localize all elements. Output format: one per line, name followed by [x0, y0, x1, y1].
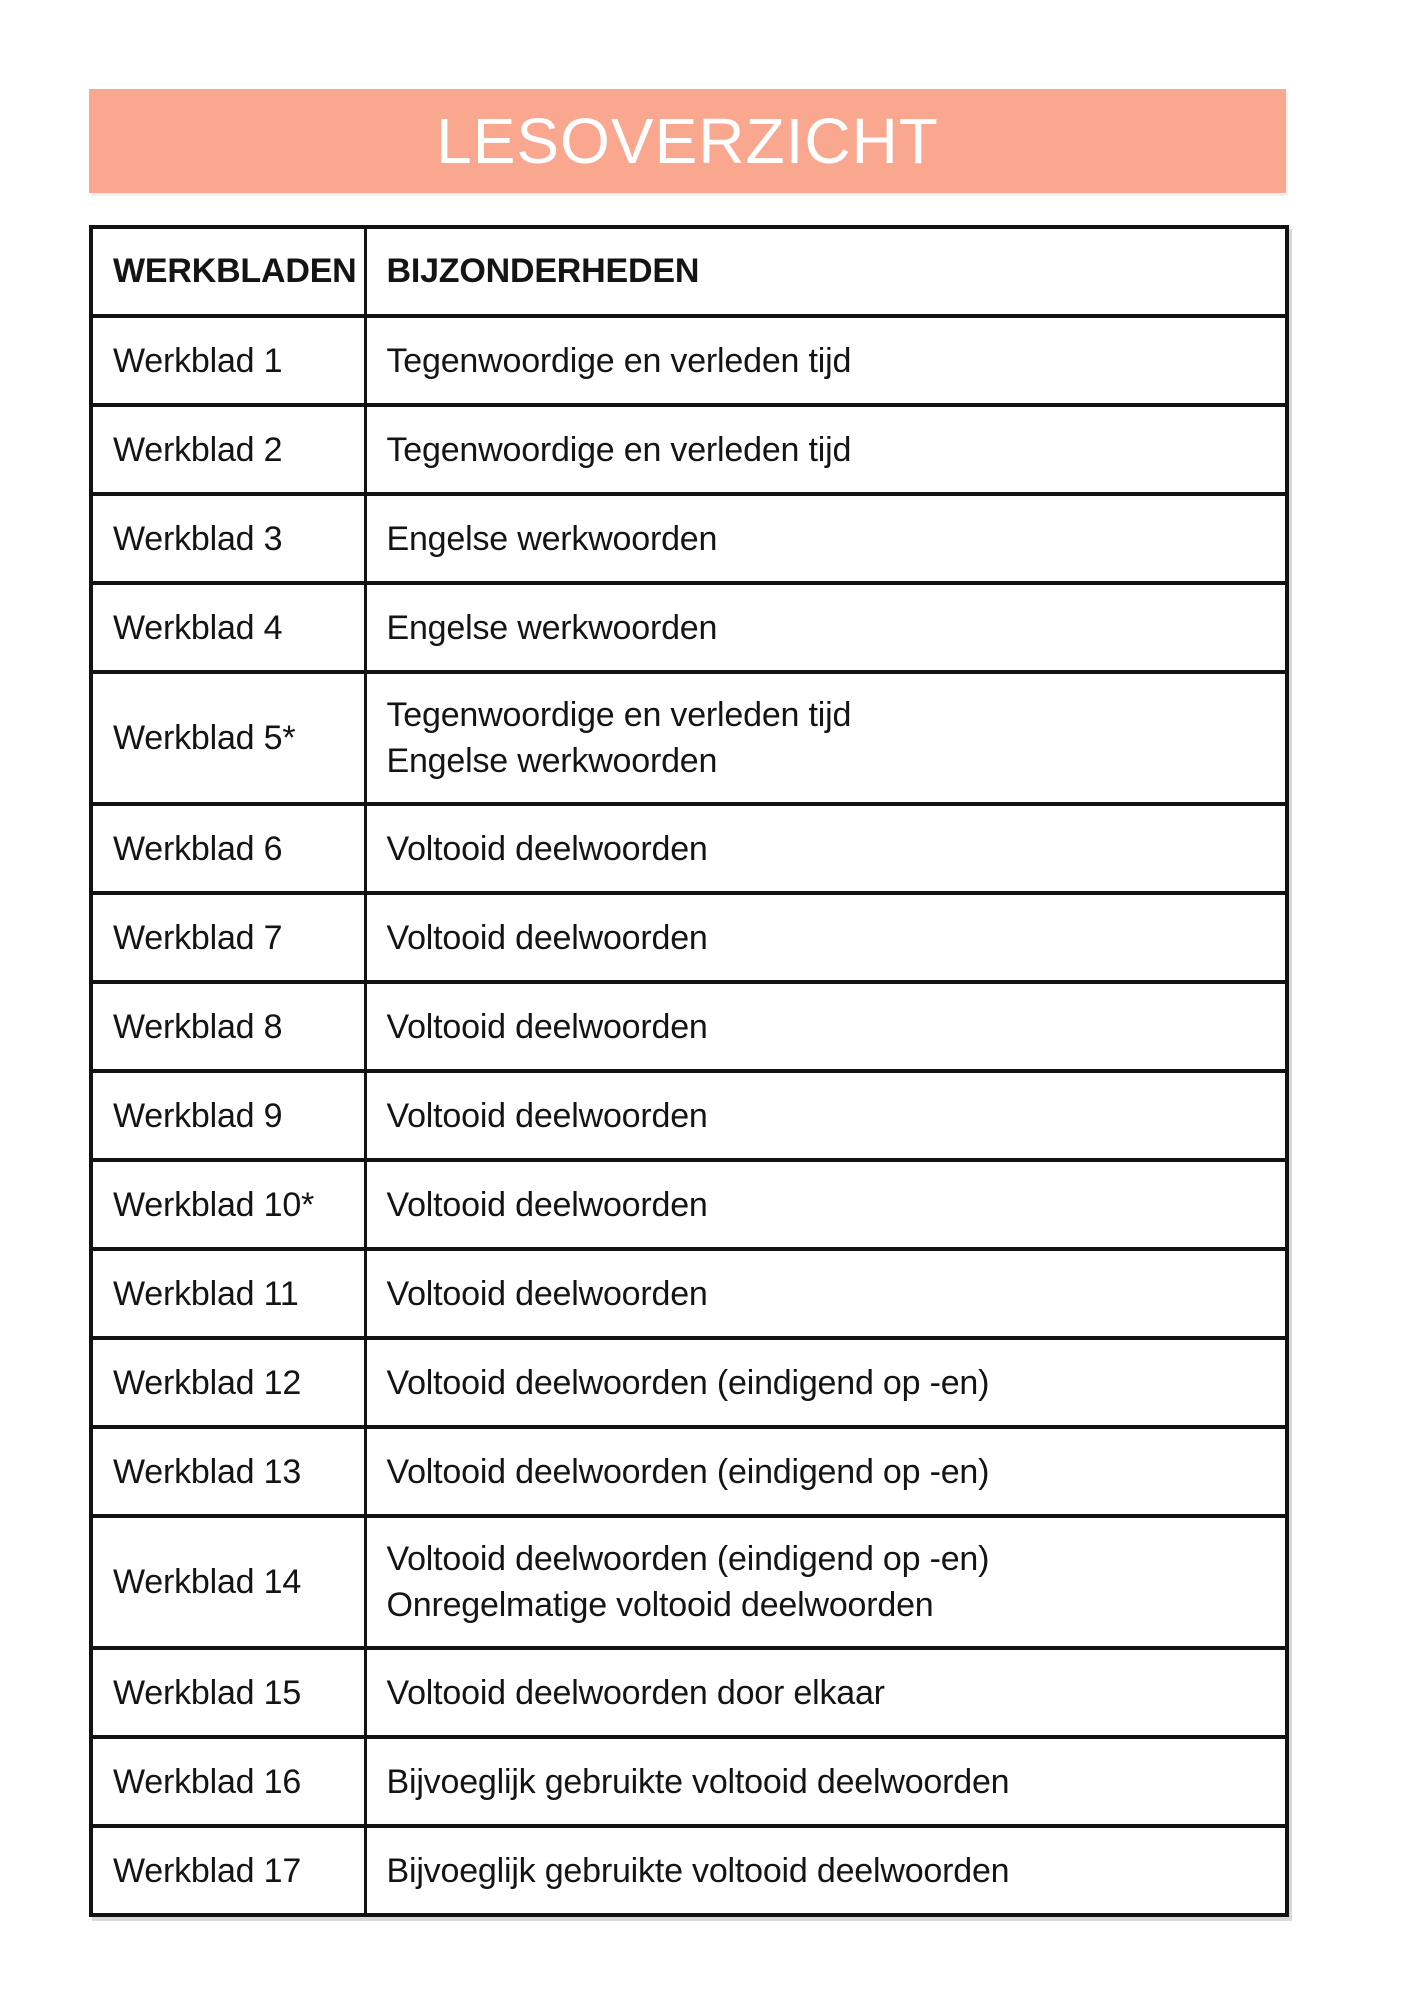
bijzonderheden-cell	[365, 316, 1287, 405]
table-row	[91, 316, 1287, 405]
bijzonderheden-line: Tegenwoordige en verleden tijd	[386, 696, 852, 734]
table-row	[91, 1427, 1287, 1516]
table-row	[91, 1249, 1287, 1338]
table-row	[91, 405, 1287, 494]
bijzonderheden-line: Engelse werkwoorden	[386, 519, 718, 558]
werkblad-cell: Werkblad 16	[91, 1737, 365, 1826]
werkblad-cell: Werkblad 5*	[91, 672, 365, 804]
bijzonderheden-cell	[365, 1648, 1287, 1737]
werkblad-cell: Werkblad 6	[91, 804, 365, 893]
werkblad-cell: Werkblad 9	[91, 1071, 365, 1160]
bijzonderheden-line: Voltooid deelwoorden	[386, 1007, 708, 1046]
bijzonderheden-line: Tegenwoordige en verleden tijd	[386, 430, 852, 469]
table-row	[91, 1071, 1287, 1160]
werkblad-cell: Werkblad 12	[91, 1338, 365, 1427]
bijzonderheden-cell	[365, 1160, 1287, 1249]
bijzonderheden-line: Voltooid deelwoorden door elkaar	[386, 1673, 885, 1712]
werkblad-cell: Werkblad 8	[91, 982, 365, 1071]
bijzonderheden-cell	[365, 672, 1287, 804]
table-header-row	[91, 227, 1287, 316]
bijzonderheden-cell	[365, 583, 1287, 672]
werkblad-cell: Werkblad 11	[91, 1249, 365, 1338]
lesson-overview-table-container	[89, 225, 1285, 1917]
bijzonderheden-cell	[365, 494, 1287, 583]
werkblad-cell: Werkblad 10*	[91, 1160, 365, 1249]
werkblad-cell: Werkblad 17	[91, 1826, 365, 1915]
bijzonderheden-cell	[365, 1249, 1287, 1338]
bijzonderheden-line: Voltooid deelwoorden (eindigend op -en)	[386, 1540, 990, 1578]
column-header-bijzonderheden: BIJZONDERHEDEN	[365, 227, 1287, 316]
bijzonderheden-line: Voltooid deelwoorden	[386, 918, 708, 957]
table-row	[91, 982, 1287, 1071]
bijzonderheden-cell	[365, 982, 1287, 1071]
bijzonderheden-cell	[365, 1737, 1287, 1826]
bijzonderheden-line: Voltooid deelwoorden	[386, 1096, 708, 1135]
werkblad-cell: Werkblad 4	[91, 583, 365, 672]
table-row	[91, 583, 1287, 672]
bijzonderheden-line: Engelse werkwoorden	[386, 608, 718, 647]
bijzonderheden-line: Voltooid deelwoorden	[386, 1274, 708, 1313]
table-header	[91, 227, 1287, 316]
werkblad-cell: Werkblad 15	[91, 1648, 365, 1737]
table-row	[91, 1516, 1287, 1648]
table-body	[91, 316, 1287, 1915]
werkblad-cell: Werkblad 14	[91, 1516, 365, 1648]
bijzonderheden-line: Voltooid deelwoorden	[386, 1185, 708, 1224]
title-banner	[89, 89, 1286, 193]
table-row	[91, 804, 1287, 893]
table-row	[91, 893, 1287, 982]
werkblad-cell: Werkblad 3	[91, 494, 365, 583]
table-row	[91, 1160, 1287, 1249]
bijzonderheden-line: Onregelmatige voltooid deelwoorden	[386, 1586, 934, 1624]
bijzonderheden-line: Tegenwoordige en verleden tijd	[386, 341, 852, 380]
table-row	[91, 1826, 1287, 1915]
column-header-werkbladen: WERKBLADEN	[91, 227, 365, 316]
table-row	[91, 1737, 1287, 1826]
werkblad-cell: Werkblad 2	[91, 405, 365, 494]
werkblad-cell: Werkblad 7	[91, 893, 365, 982]
werkblad-cell: Werkblad 13	[91, 1427, 365, 1516]
table-row	[91, 672, 1287, 804]
table-row	[91, 1648, 1287, 1737]
bijzonderheden-cell	[365, 405, 1287, 494]
bijzonderheden-line: Bijvoeglijk gebruikte voltooid deelwoorden	[386, 1851, 1010, 1890]
werkblad-cell: Werkblad 1	[91, 316, 365, 405]
bijzonderheden-line: Voltooid deelwoorden (eindigend op -en)	[386, 1363, 990, 1402]
bijzonderheden-cell	[365, 1427, 1287, 1516]
page-title: LESOVERZICHT	[436, 105, 939, 177]
bijzonderheden-line: Voltooid deelwoorden (eindigend op -en)	[386, 1452, 990, 1491]
bijzonderheden-cell	[365, 1516, 1287, 1648]
bijzonderheden-line: Engelse werkwoorden	[386, 742, 718, 780]
bijzonderheden-line: Voltooid deelwoorden	[386, 829, 708, 868]
bijzonderheden-cell	[365, 893, 1287, 982]
bijzonderheden-cell	[365, 1338, 1287, 1427]
bijzonderheden-cell	[365, 1826, 1287, 1915]
bijzonderheden-line: Bijvoeglijk gebruikte voltooid deelwoorden	[386, 1762, 1010, 1801]
lesson-overview-table	[89, 225, 1289, 1917]
bijzonderheden-cell	[365, 1071, 1287, 1160]
table-row	[91, 494, 1287, 583]
table-row	[91, 1338, 1287, 1427]
bijzonderheden-cell	[365, 804, 1287, 893]
